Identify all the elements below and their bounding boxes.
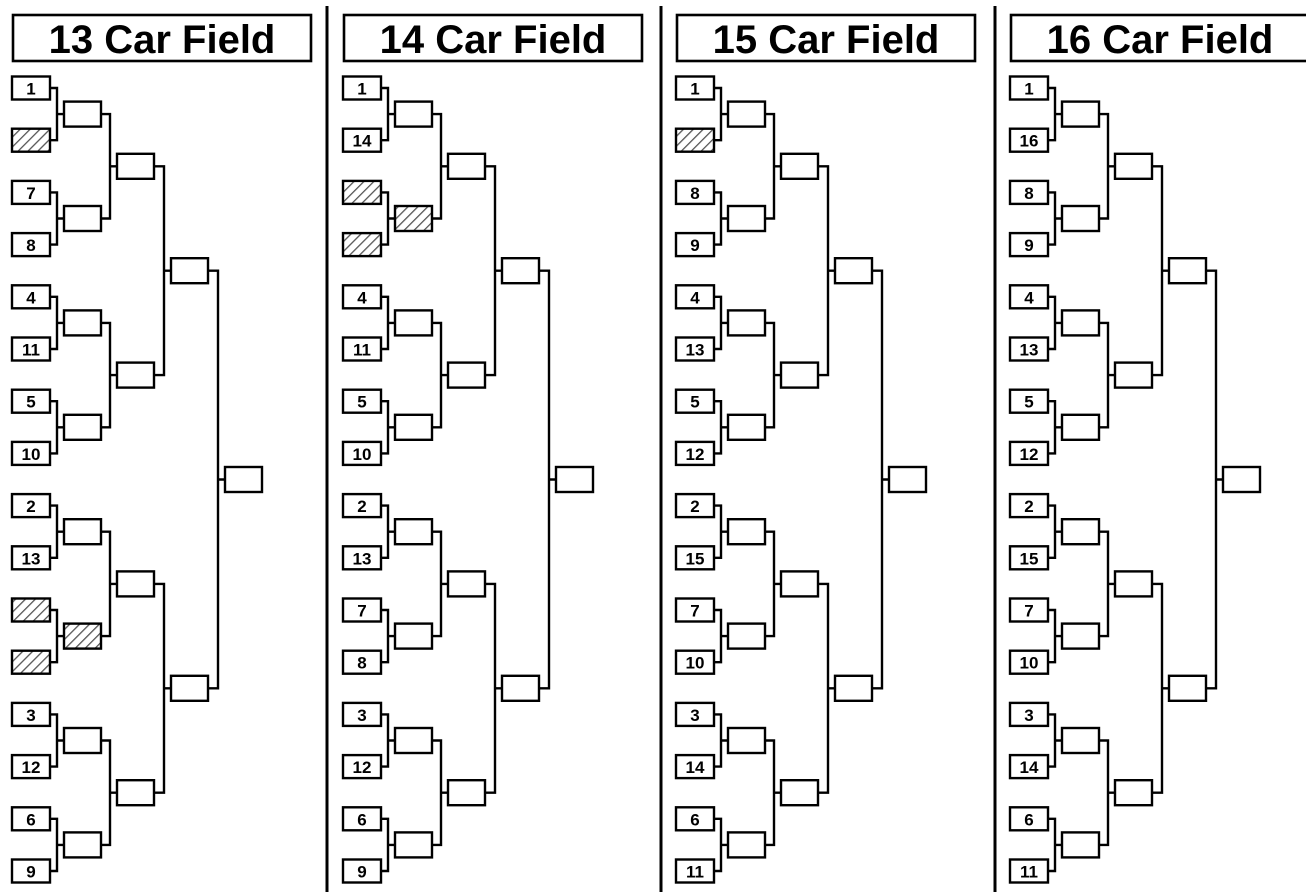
- seed-number: 10: [685, 653, 705, 673]
- advance-box: [64, 102, 101, 127]
- bracket-connector: [714, 610, 728, 662]
- winner-box: [225, 467, 262, 492]
- bracket-connector: [765, 741, 781, 845]
- bracket-connector: [381, 192, 395, 244]
- seed-number: 15: [1019, 549, 1039, 569]
- advance-box: [395, 624, 432, 649]
- advance-box: [1062, 832, 1099, 857]
- seed-number: 1: [357, 79, 367, 99]
- bracket-connector: [765, 532, 781, 636]
- seed-number: 5: [357, 392, 367, 412]
- seed-number: 6: [1024, 810, 1034, 830]
- bye-slot: [12, 129, 50, 152]
- bracket-title: 15 Car Field: [712, 18, 940, 62]
- seed-number: 9: [690, 236, 700, 256]
- bracket-connector: [1099, 532, 1115, 636]
- advance-box: [1062, 206, 1099, 231]
- seed-number: 3: [1024, 705, 1034, 725]
- winner-box: [889, 467, 926, 492]
- bracket-connector: [714, 192, 728, 244]
- bye-slot: [12, 599, 50, 622]
- bracket-connector: [765, 323, 781, 427]
- seed-number: 12: [685, 444, 705, 464]
- advance-box: [1115, 363, 1152, 388]
- advance-box: [1062, 624, 1099, 649]
- bracket-connector: [381, 610, 395, 662]
- advance-box: [395, 102, 432, 127]
- seed-number: 14: [352, 131, 372, 151]
- bracket-connector: [1048, 714, 1062, 766]
- bracket-connector: [101, 532, 117, 636]
- advance-box: [781, 363, 818, 388]
- bracket-connector: [714, 88, 728, 140]
- bracket-connector: [1048, 819, 1062, 871]
- bracket-connector: [381, 506, 395, 558]
- bracket-connector: [1206, 271, 1223, 689]
- advance-box: [1062, 102, 1099, 127]
- seed-number: 3: [357, 705, 367, 725]
- bracket-connector: [154, 166, 171, 375]
- advance-box: [502, 676, 539, 701]
- advance-box: [781, 154, 818, 179]
- advance-box: [728, 832, 765, 857]
- seed-number: 11: [1020, 862, 1038, 882]
- winner-box: [1223, 467, 1260, 492]
- bye-slot: [343, 181, 381, 204]
- bracket-connector: [818, 166, 835, 375]
- seed-number: 11: [353, 340, 371, 360]
- advance-box: [117, 154, 154, 179]
- bracket-connector: [1099, 323, 1115, 427]
- seed-number: 10: [21, 444, 41, 464]
- seed-number: 4: [1024, 288, 1034, 308]
- bracket-connector: [485, 166, 502, 375]
- bracket-connector: [101, 323, 117, 427]
- bracket-connector: [50, 610, 64, 662]
- bracket-connector: [381, 88, 395, 140]
- advance-box: [1062, 310, 1099, 335]
- seed-number: 2: [1024, 497, 1034, 517]
- bracket-connector: [1048, 506, 1062, 558]
- bracket-connector: [208, 271, 225, 689]
- bracket-connector: [818, 584, 835, 793]
- seed-number: 4: [690, 288, 700, 308]
- bracket-connector: [101, 741, 117, 845]
- advance-box: [781, 780, 818, 805]
- seed-number: 7: [26, 183, 36, 203]
- bracket-connector: [101, 114, 117, 218]
- seed-number: 6: [690, 810, 700, 830]
- seed-number: 9: [26, 862, 36, 882]
- bracket-connector: [539, 271, 556, 689]
- seed-number: 2: [26, 497, 36, 517]
- bracket-connector: [432, 114, 448, 218]
- advance-box: [64, 206, 101, 231]
- advance-box: [64, 415, 101, 440]
- bracket-title: 13 Car Field: [48, 18, 276, 62]
- bye-advance-box: [64, 624, 101, 649]
- advance-box: [395, 415, 432, 440]
- bracket-connector: [381, 297, 395, 349]
- advance-box: [171, 676, 208, 701]
- advance-box: [1062, 519, 1099, 544]
- seed-number: 2: [357, 497, 367, 517]
- advance-box: [395, 832, 432, 857]
- bracket-connector: [1048, 88, 1062, 140]
- bracket-connector: [154, 584, 171, 793]
- seed-number: 15: [685, 549, 705, 569]
- bracket-connector: [714, 819, 728, 871]
- bracket-connector: [1048, 297, 1062, 349]
- bracket-connector: [432, 532, 448, 636]
- bracket-panel: [12, 15, 311, 883]
- seed-number: 11: [686, 862, 704, 882]
- seed-number: 10: [1019, 653, 1039, 673]
- advance-box: [395, 728, 432, 753]
- bracket-connector: [381, 819, 395, 871]
- advance-box: [728, 206, 765, 231]
- advance-box: [781, 571, 818, 596]
- column-dividers: [327, 6, 995, 892]
- seed-number: 11: [22, 340, 40, 360]
- bracket-panel: [343, 15, 642, 883]
- seed-number: 8: [26, 236, 36, 256]
- bracket-connector: [50, 819, 64, 871]
- bracket-connector: [714, 297, 728, 349]
- seed-number: 6: [357, 810, 367, 830]
- advance-box: [395, 519, 432, 544]
- bracket-connector: [432, 323, 448, 427]
- advance-box: [835, 258, 872, 283]
- seed-number: 12: [21, 758, 41, 778]
- bracket-connector: [1099, 741, 1115, 845]
- bracket-panel: [676, 15, 975, 883]
- seed-number: 13: [685, 340, 705, 360]
- seed-number: 5: [26, 392, 36, 412]
- seed-number: 1: [1024, 79, 1034, 99]
- seed-number: 7: [690, 601, 700, 621]
- advance-box: [1169, 258, 1206, 283]
- bracket-panel: [1010, 15, 1306, 883]
- seed-number: 8: [357, 653, 367, 673]
- seed-number: 9: [1024, 236, 1034, 256]
- seed-number: 14: [685, 758, 705, 778]
- seed-number: 4: [357, 288, 367, 308]
- bracket-connector: [714, 714, 728, 766]
- seed-number: 4: [26, 288, 36, 308]
- advance-box: [448, 154, 485, 179]
- seed-number: 13: [352, 549, 372, 569]
- advance-box: [64, 310, 101, 335]
- seed-number: 2: [690, 497, 700, 517]
- advance-box: [728, 519, 765, 544]
- seed-number: 16: [1019, 131, 1039, 151]
- bracket-connector: [872, 271, 889, 689]
- bracket-connector: [381, 401, 395, 453]
- advance-box: [117, 780, 154, 805]
- advance-box: [728, 102, 765, 127]
- seed-number: 14: [1019, 758, 1039, 778]
- seed-number: 13: [21, 549, 41, 569]
- advance-box: [117, 571, 154, 596]
- seed-number: 3: [26, 705, 36, 725]
- seed-number: 5: [690, 392, 700, 412]
- advance-box: [1169, 676, 1206, 701]
- bracket-connector: [714, 401, 728, 453]
- bracket-connector: [50, 297, 64, 349]
- bracket-connector: [381, 714, 395, 766]
- advance-box: [171, 258, 208, 283]
- advance-box: [728, 728, 765, 753]
- advance-box: [1115, 780, 1152, 805]
- seed-number: 10: [352, 444, 372, 464]
- seed-number: 3: [690, 705, 700, 725]
- advance-box: [835, 676, 872, 701]
- seed-number: 13: [1019, 340, 1039, 360]
- winner-box: [556, 467, 593, 492]
- bracket-title: 14 Car Field: [379, 18, 607, 62]
- advance-box: [64, 519, 101, 544]
- seed-number: 8: [690, 183, 700, 203]
- bracket-connector: [485, 584, 502, 793]
- bracket-connector: [1048, 192, 1062, 244]
- advance-box: [64, 728, 101, 753]
- advance-box: [117, 363, 154, 388]
- bracket-connector: [50, 192, 64, 244]
- bye-advance-box: [395, 206, 432, 231]
- seed-number: 12: [1019, 444, 1039, 464]
- bracket-connector: [1099, 114, 1115, 218]
- bye-slot: [12, 651, 50, 674]
- advance-box: [448, 363, 485, 388]
- bracket-connector: [1152, 584, 1169, 793]
- advance-box: [502, 258, 539, 283]
- bracket-connector: [50, 88, 64, 140]
- bye-slot: [343, 233, 381, 256]
- bracket-connector: [1152, 166, 1169, 375]
- bracket-connector: [432, 741, 448, 845]
- seed-number: 12: [352, 758, 372, 778]
- bracket-connector: [765, 114, 781, 218]
- seed-number: 5: [1024, 392, 1034, 412]
- bracket-connector: [50, 401, 64, 453]
- seed-number: 1: [690, 79, 700, 99]
- advance-box: [1115, 154, 1152, 179]
- seed-number: 1: [26, 79, 36, 99]
- bracket-connector: [714, 506, 728, 558]
- advance-box: [64, 832, 101, 857]
- advance-box: [1062, 728, 1099, 753]
- advance-box: [728, 624, 765, 649]
- advance-box: [448, 571, 485, 596]
- seed-number: 7: [357, 601, 367, 621]
- advance-box: [728, 415, 765, 440]
- seed-number: 8: [1024, 183, 1034, 203]
- bracket-title: 16 Car Field: [1046, 18, 1274, 62]
- bracket-connector: [50, 506, 64, 558]
- bracket-connector: [1048, 401, 1062, 453]
- advance-box: [1115, 571, 1152, 596]
- bracket-connector: [50, 714, 64, 766]
- advance-box: [728, 310, 765, 335]
- bracket-connector: [1048, 610, 1062, 662]
- advance-box: [395, 310, 432, 335]
- advance-box: [1062, 415, 1099, 440]
- seed-number: 7: [1024, 601, 1034, 621]
- seed-number: 9: [357, 862, 367, 882]
- seed-number: 6: [26, 810, 36, 830]
- advance-box: [448, 780, 485, 805]
- bye-slot: [676, 129, 714, 152]
